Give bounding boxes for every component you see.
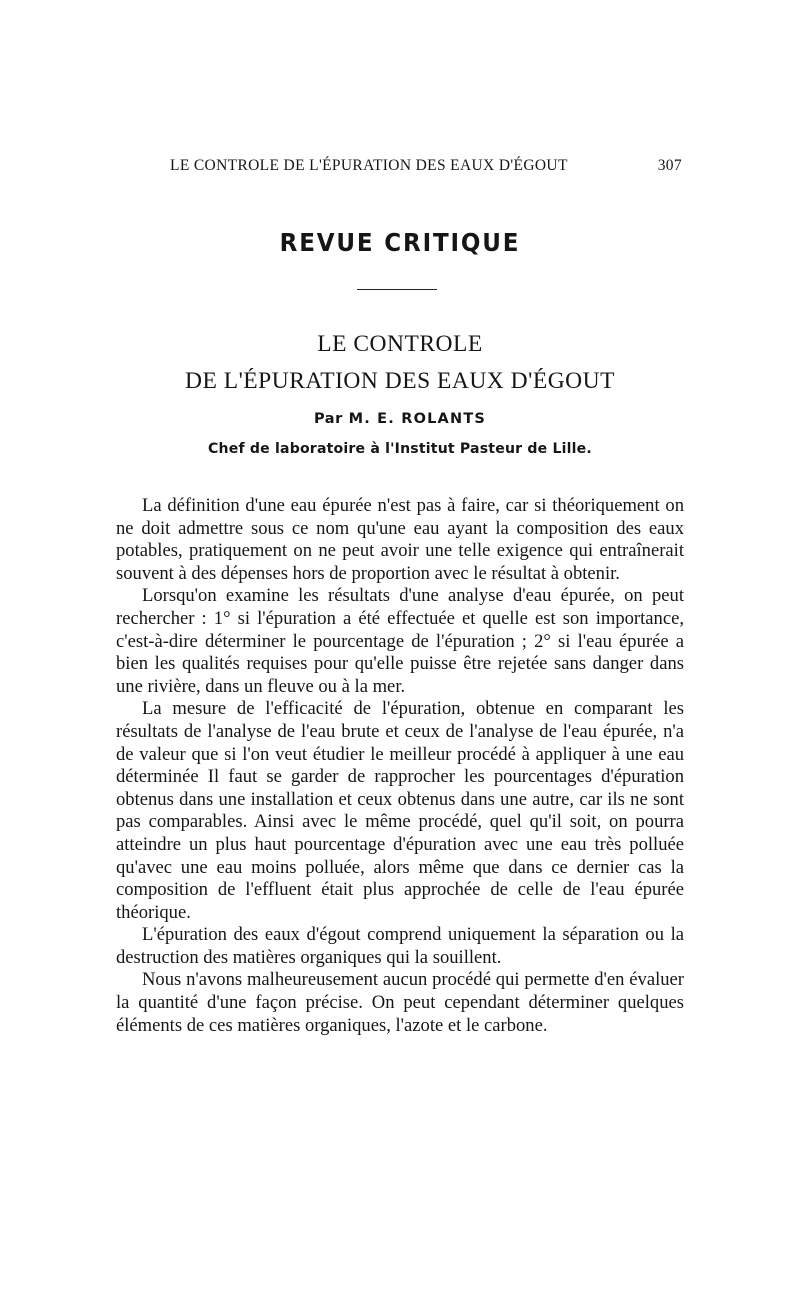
author-name: M. E. ROLANTS	[348, 411, 487, 427]
running-head	[170, 157, 682, 175]
paragraph: La mesure de l'efficacité de l'épuration, obtenue en comparant les résultats de l'analyse de l'eau brute et ceux de l'analyse de l'eau épurée, n'a de valeur que si l'on veut étudier le meilleur procédé à appliquer à une eau déterminée Il faut se garder de rapprocher les pourcentages d'épuration obtenus dans une installation et ceux obtenus dans une autre, car ils ne sont pas comparables. Ainsi avec le même procédé, quel qu'il soit, on pourra atteindre un plus haut pourcentage d'épuration avec une eau très polluée qu'avec une eau moins polluée, alors même que dans ce dernier cas la composition de l'effluent était plus approchée de celle de l'eau épurée théorique.	[116, 698, 684, 923]
author-line	[0, 411, 800, 427]
paragraph: La définition d'une eau épurée n'est pas à faire, car si théoriquement on ne doit admettre sous ce nom qu'une eau ayant la composition des eaux potables, pratiquement on ne peut avoir une telle exigence qui entraînerait souvent à des dépenses hors de proportion avec le résultat à obtenir.	[116, 495, 684, 584]
article-title-line-1: LE CONTROLE	[317, 331, 483, 357]
running-head-title: LE CONTROLE DE L'ÉPURATION DES EAUX D'ÉGOUT	[170, 157, 568, 174]
author-prefix: Par	[313, 411, 343, 427]
author-affiliation: Chef de laboratoire à l'Institut Pasteur de Lille.	[208, 441, 592, 457]
article-title-line-2: DE L'ÉPURATION DES EAUX D'ÉGOUT	[185, 368, 615, 394]
page-number: 307	[657, 157, 682, 174]
paragraph: Nous n'avons malheureusement aucun procédé qui permette d'en évaluer la quantité d'une façon précise. On peut cependant déterminer quelques éléments de ces matières organiques, l'azote et le carbone.	[116, 969, 684, 1036]
article-title	[0, 326, 800, 400]
section-title: REVUE CRITIQUE	[279, 228, 521, 257]
title-divider	[357, 289, 437, 290]
paragraph: Lorsqu'on examine les résultats d'une analyse d'eau épurée, on peut rechercher : 1° si l'épuration a été effectuée et quelle est son importance, c'est-à-dire déterminer le pourcentage de l'épuration ; 2° si l'eau épurée a bien les qualités requises pour qu'elle puisse être rejetée sans danger dans une rivière, dans un fleuve ou à la mer.	[116, 585, 684, 697]
paragraph: L'épuration des eaux d'égout comprend uniquement la séparation ou la destruction des matières organiques qui la souillent.	[116, 924, 684, 968]
article-body	[116, 495, 684, 1037]
